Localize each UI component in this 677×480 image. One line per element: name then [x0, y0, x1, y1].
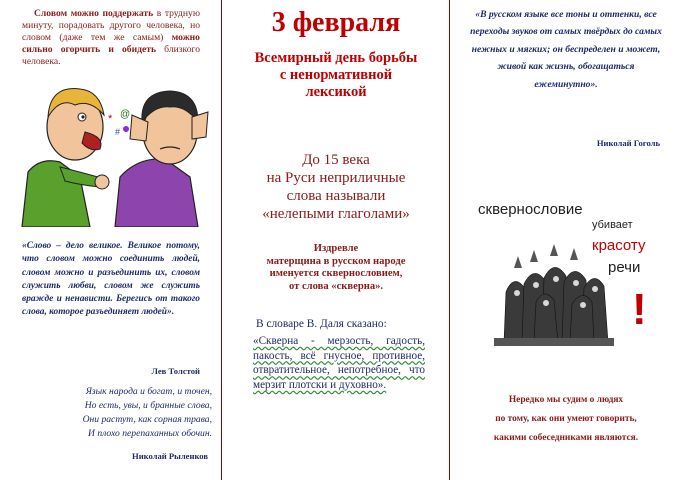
poster-word-speech: речи	[608, 259, 641, 276]
intro-paragraph	[22, 8, 200, 68]
etymology-line: Издревле	[313, 243, 359, 254]
etymology-line: именуется сквернословием,	[269, 268, 403, 279]
history-line: на Руси неприличные	[266, 170, 406, 186]
etymology-line: от слова «скверна».	[288, 280, 384, 292]
etymology-line: матерщина в русском народе	[266, 255, 406, 267]
poster-word-beauty: красоту	[592, 237, 646, 254]
gogol-author: Николай Гоголь	[596, 138, 660, 148]
subtitle-line: лексикой	[305, 84, 367, 100]
gogol-quote	[470, 6, 662, 93]
poem-line: Но есть, увы, и бранные слова,	[84, 400, 212, 411]
event-subtitle	[226, 50, 446, 101]
poem-line: Язык народа и богат, и точен,	[85, 386, 212, 397]
intro-tail: близкого человека.	[22, 44, 200, 67]
exclamation-mark: !	[632, 285, 647, 334]
closing-line: по тому, как они умеют говорить,	[495, 414, 637, 424]
column-divider-left	[221, 0, 222, 480]
poem-line: И плохо перепаханных обочин.	[88, 428, 212, 439]
subtitle-line: Всемирный день борьбы	[254, 50, 418, 66]
subtitle-line: с ненормативной	[279, 67, 393, 83]
gogol-quote-text: «В русском языке все тоны и оттенки, все переходы звуков от самых твёрдых до самых нежных и мягких; он беспределен и может, живой как жизнь, обогащаться ежеминутно».	[470, 9, 662, 90]
history-paragraph	[226, 151, 446, 223]
history-line: слова называли	[286, 188, 386, 204]
dal-intro: В словаре В. Даля сказано:	[256, 318, 387, 330]
poster-word-kills: убивает	[592, 219, 633, 231]
poster-illustration	[474, 192, 666, 350]
closing-line: какими собеседниками являются.	[493, 433, 639, 443]
poem	[22, 385, 212, 441]
tolstoy-author: Лев Толстой	[151, 366, 200, 376]
arguing-people-illustration	[20, 77, 215, 227]
svg-text:@: @	[120, 109, 131, 120]
tolstoy-quote	[22, 240, 200, 320]
page-title: 3 февраля	[271, 7, 401, 38]
svg-text:#: #	[115, 127, 121, 137]
poster-word-swearing: сквернословие	[478, 201, 583, 218]
svg-text:*: *	[108, 113, 113, 125]
column-divider-right	[449, 0, 450, 480]
dal-quote	[253, 334, 425, 392]
closing-line: Нередко мы судим о людях	[508, 395, 624, 405]
history-line: До 15 века	[302, 152, 370, 168]
closing-paragraph	[455, 391, 677, 448]
intro-emphasis: можно сильно огорчить и обидеть	[22, 32, 200, 55]
rylenkov-author: Николай Рыленков	[132, 451, 208, 461]
intro-text: в трудную минуту, порадовать другого человека, но словом (даже тем же самым)	[22, 8, 200, 43]
tolstoy-quote-text: «Слово – дело великое. Великое потому, что словом можно соединить людей, словом можно и разъединить их, словом служить любви, словом же служить вражде и ненависти. Берегись от такого слова, которое разъединяет людей».	[22, 241, 200, 318]
poem-line: Они растут, как сорная трава,	[82, 414, 212, 425]
intro-lead: Словом можно поддержать	[34, 8, 154, 19]
dal-quote-text: «Скверна - мерзость, гадость, пакость, всё гнусное, противное, отвратительное, непотребное, что мерзит плотски и духовно».	[253, 335, 425, 391]
history-line: «нелепыми глаголами»	[262, 206, 410, 222]
etymology-paragraph	[226, 243, 446, 293]
